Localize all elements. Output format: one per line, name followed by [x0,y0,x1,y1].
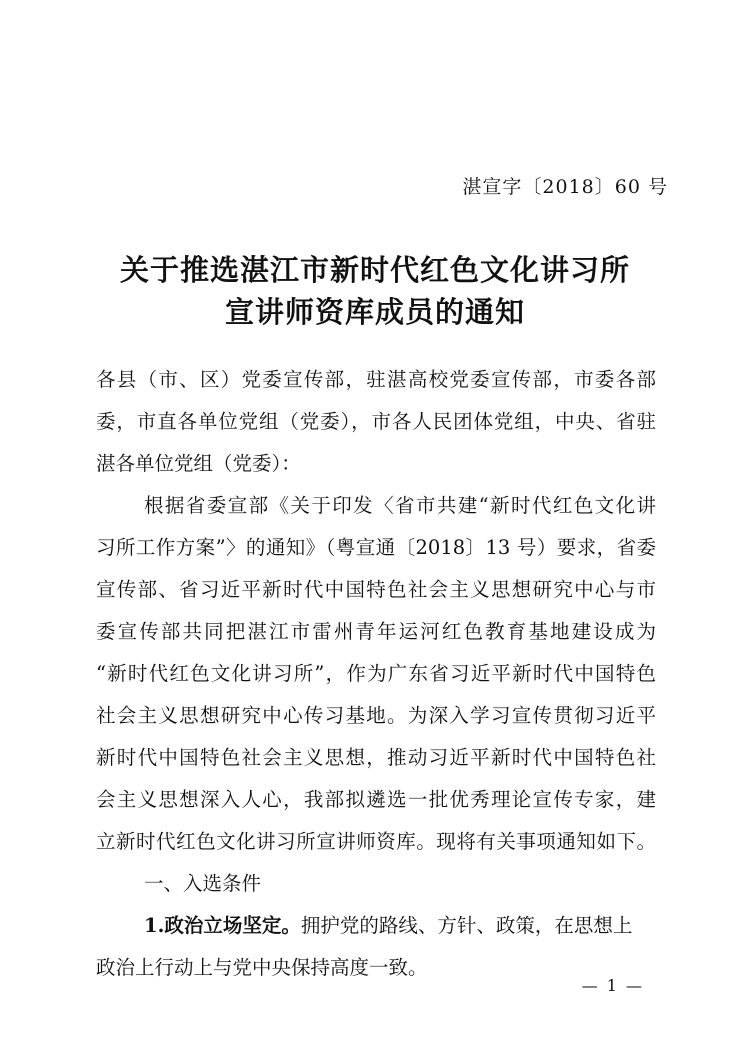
intro-line-4: 委宣传部共同把湛江市雷州青年运河红色教育基地建设成为 [96,620,656,643]
criteria-item-1 [144,914,656,938]
intro-line-3: 宣传部、省习近平新时代中国特色社会主义思想研究中心与市 [96,578,656,601]
intro-line-8: 会主义思想深入人心，我部拟遴选一批优秀理论宣传专家，建 [96,788,656,811]
criteria-item-1-lead: 1.政治立场坚定。 [144,914,301,937]
addressee-line-2: 委，市直各单位党组（党委），市各人民团体党组，中央、省驻 [96,410,656,433]
intro-line-6: 社会主义思想研究中心传习基地。为深入学习宣传贯彻习近平 [96,704,656,727]
intro-line-2: 习所工作方案”〉的通知》（粤宣通〔2018〕13 号）要求，省委 [96,536,656,559]
criteria-item-1-line-2: 政治上行动上与党中央保持高度一致。 [96,956,428,979]
addressee-line-1: 各县（市、区）党委宣传部，驻湛高校党委宣传部，市委各部 [96,368,656,391]
page-number: — 1 — [581,976,644,995]
document-title-line-2: 宣讲师资库成员的通知 [224,295,525,329]
section-heading-selection-criteria: 一、入选条件 [144,872,262,895]
document-number: 湛宣字〔2018〕60 号 [462,176,668,198]
intro-line-9: 立新时代红色文化讲习所宣讲师资库。现将有关事项通知如下。 [96,830,656,853]
intro-line-1: 根据省委宣部《关于印发〈省市共建“新时代红色文化讲 [144,494,656,517]
addressee-line-3: 湛各单位党组（党委）： [96,452,301,475]
document-title-line-1: 关于推选湛江市新时代红色文化讲习所 [119,253,630,287]
intro-line-7: 新时代中国特色社会主义思想，推动习近平新时代中国特色社 [96,746,656,769]
intro-line-5: “新时代红色文化讲习所”，作为广东省习近平新时代中国特色 [96,662,656,685]
criteria-item-1-text: 拥护党的路线、方针、政策，在思想上 [300,914,633,937]
